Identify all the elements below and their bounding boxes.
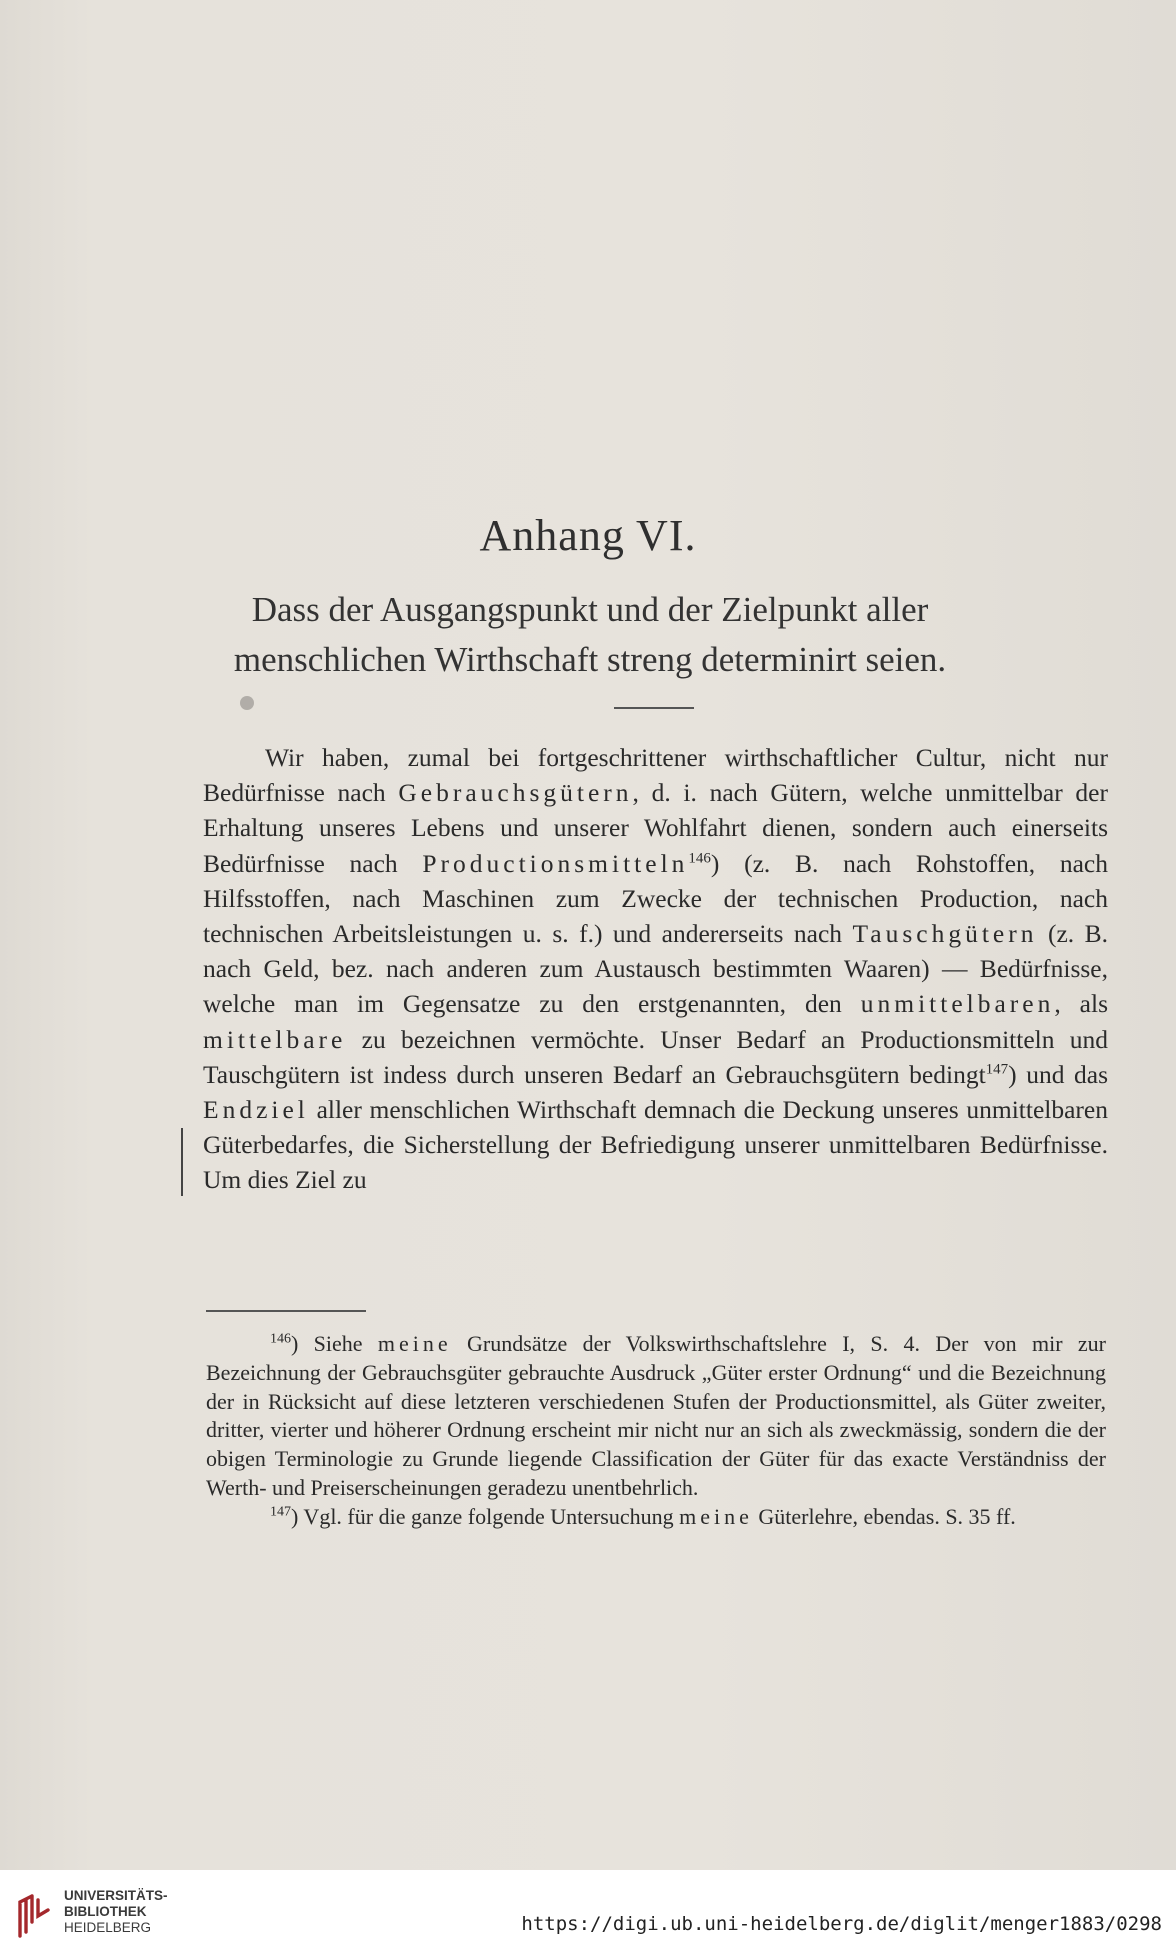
spaced-term: meine	[679, 1503, 753, 1529]
body-paragraph	[203, 740, 1108, 1198]
body-text-run: , d. i. nach Gütern, welche unmittelbar der Erhaltung unseres Lebens und unserer Wohlfahrt dienen, sondern auch einerseits Bedürfnisse nach	[203, 778, 1108, 878]
body-text-run: aller menschlichen Wirthschaft demnach die Deckung unseres unmittelbaren Güterbedarfes, die Sicherstellung der Befriedigung unserer unmittelbaren Bedürfnisse. Um dies Ziel zu	[203, 1095, 1108, 1195]
library-name-line: UNIVERSITÄTS-	[64, 1888, 168, 1903]
chapter-title: Anhang VI.	[479, 511, 697, 560]
body-text-run: (z. B. nach Geld, bez. nach anderen zum Austausch bestimmten Waaren) — Bedürfnisse, welche man im Gegensatze zu den erstgenannten, den	[203, 919, 1108, 1019]
spaced-term: Tauschgütern	[852, 919, 1038, 949]
footnote-ref[interactable]: 147	[985, 1061, 1009, 1078]
body-text-run: zu bezeichnen vermöchte. Unser Bedarf an Productionsmitteln und Tauschgütern ist indess durch unseren Bedarf an Gebrauchsgütern bedingt	[203, 1024, 1108, 1089]
footnote-146	[206, 1330, 1106, 1503]
permalink-url[interactable]: https://digi.ub.uni-heidelberg.de/diglit/menger1883/0298	[521, 1913, 1162, 1935]
spaced-term: Gebrauchsgütern	[398, 778, 633, 808]
library-name[interactable]	[64, 1888, 168, 1936]
chapter-subtitle	[90, 585, 1090, 685]
footnote-text: Güterlehre, ebendas. S. 35 ff.	[752, 1503, 1016, 1529]
paper-speck	[240, 696, 254, 710]
margin-mark	[181, 1128, 183, 1196]
body-text-run: Wir haben, zumal bei fortgeschrittener wirthschaftlicher Cultur, nicht nur Bedürfnisse nach	[203, 743, 1108, 808]
footnote-text: ) Siehe	[291, 1331, 378, 1356]
footnote-number: 146	[270, 1331, 291, 1347]
spaced-term: Endziel	[203, 1095, 309, 1125]
spaced-term: meine	[377, 1331, 452, 1356]
footnote-ref[interactable]: 146	[688, 850, 711, 867]
library-logo-icon[interactable]	[12, 1892, 56, 1940]
spaced-term: Productionsmitteln	[422, 848, 689, 878]
footnotes	[206, 1330, 1106, 1532]
spaced-term: unmittelbaren	[860, 989, 1055, 1019]
title-divider	[614, 707, 694, 709]
spaced-term: mittelbare	[203, 1024, 347, 1054]
body-text-run: , als	[1054, 989, 1108, 1019]
subtitle-line-1: Dass der Ausgangspunkt und der Zielpunkt aller	[251, 590, 929, 629]
footnote-text: Grundsätze der Volkswirthschaftslehre I, S. 4. Der von mir zur Bezeichnung der Gebrauchsgüter gebrauchte Ausdruck „Güter erster Ordnung“ und die Bezeichnung der in Rücksicht auf diese letzteren verschiedenen Stufen der Productionsmittel, als Güter zweiter, dritter, vierter und höherer Ordnung erscheint mir nicht nur an sich als zweckmässig, sondern die der obigen Terminologie zu Grunde liegende Classification der Güter für das exacte Verständniss der Werth- und Preiserscheinungen geradezu unentbehrlich.	[206, 1331, 1107, 1500]
body-text-run: ) (z. B. nach Rohstoffen, nach Hilfsstoffen, nach Maschinen zum Zwecke der technischen Production, nach technischen Arbeitsleistungen u. s. f.) und andererseits nach	[203, 848, 1108, 949]
footnote-divider	[206, 1310, 366, 1312]
footnote-147	[206, 1503, 1106, 1532]
subtitle-line-2: menschlichen Wirthschaft streng determinirt seien.	[233, 640, 947, 679]
footnote-text: ) Vgl. für die ganze folgende Untersuchung	[291, 1503, 680, 1529]
footnote-number: 147	[270, 1504, 291, 1520]
body-text-run: ) und das	[1008, 1059, 1108, 1089]
library-name-line: BIBLIOTHEK	[64, 1904, 147, 1919]
library-name-line: HEIDELBERG	[64, 1920, 152, 1935]
viewer-footer	[0, 1870, 1176, 1954]
